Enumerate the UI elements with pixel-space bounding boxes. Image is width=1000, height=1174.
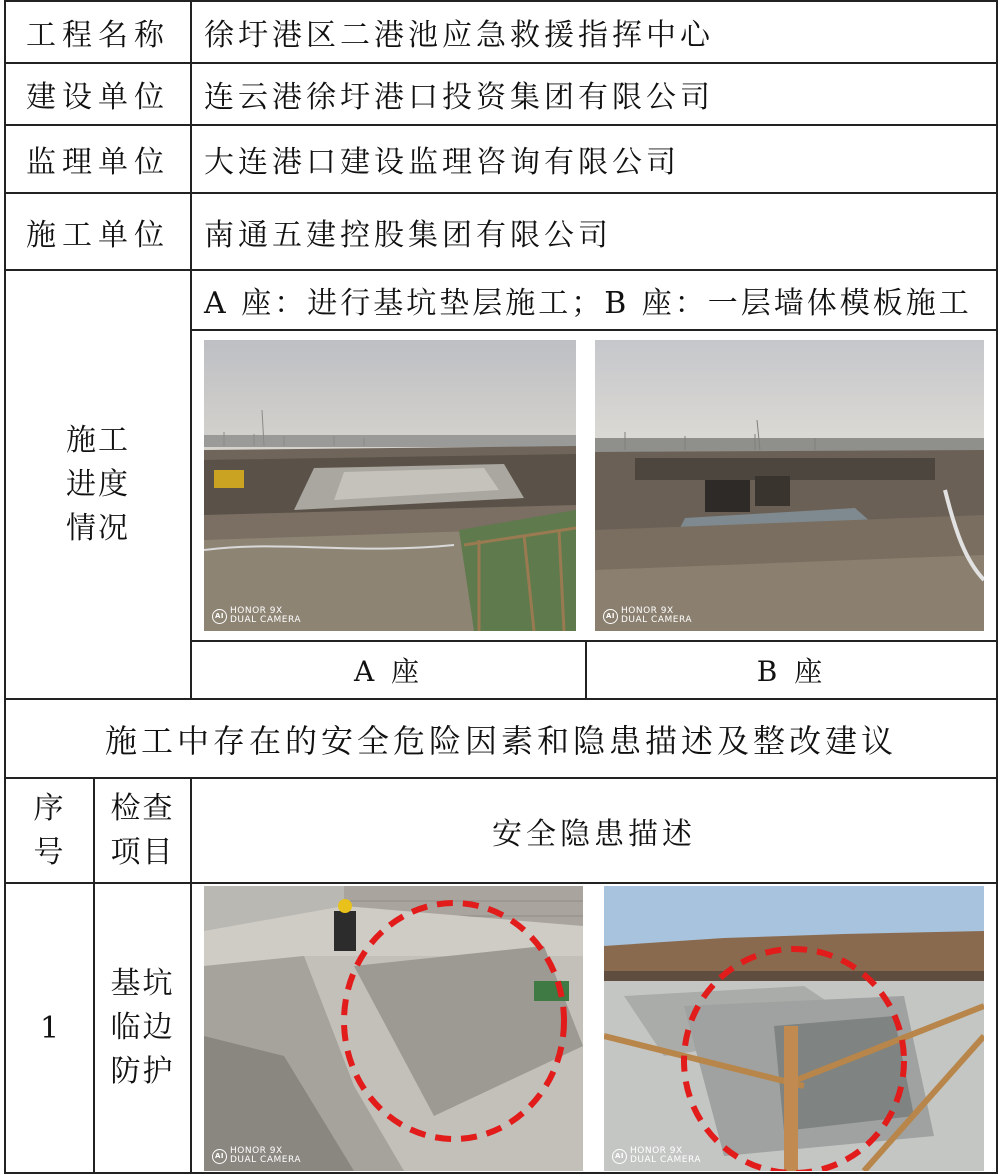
- hazard-photo-1-image: [204, 886, 583, 1171]
- honor-ai-icon: AI: [603, 609, 618, 624]
- progress-summary: A 座：进行基坑垫层施工；B 座：一层墙体模板施工: [191, 270, 997, 330]
- progress-label-line: 施工: [66, 422, 130, 458]
- project-name-value: 徐圩港区二港池应急救援指挥中心: [191, 1, 997, 63]
- contractor-label: 施工单位: [5, 193, 191, 270]
- progress-summary-row: [5, 270, 997, 330]
- builder-label: 建设单位: [5, 63, 191, 125]
- honor-ai-icon: AI: [612, 1149, 627, 1164]
- hazard-row-index: 1: [5, 883, 94, 1173]
- inspection-report-table: [4, 0, 998, 1174]
- hazard-item-line: 防护: [110, 1054, 175, 1089]
- hazard-section-row: [5, 699, 997, 778]
- watermark-line1: HONOR 9X: [230, 606, 283, 616]
- watermark-line2: DUAL CAMERA: [630, 1155, 701, 1165]
- col-item-line: 检查: [110, 790, 175, 826]
- hazard-row-item: [94, 883, 191, 1173]
- watermark-line2: DUAL CAMERA: [230, 615, 301, 625]
- camera-watermark: [212, 607, 301, 625]
- supervisor-value: 大连港口建设监理咨询有限公司: [191, 125, 997, 193]
- watermark-line1: HONOR 9X: [630, 1146, 683, 1156]
- project-name-label: 工程名称: [5, 1, 191, 63]
- site-photo-b: [595, 340, 984, 631]
- project-name-row: [5, 1, 997, 63]
- contractor-value: 南通五建控股集团有限公司: [191, 193, 997, 270]
- photo-a-caption: A 座: [191, 641, 586, 699]
- col-index-header: [5, 778, 94, 883]
- honor-ai-icon: AI: [212, 1149, 227, 1164]
- site-photo-b-image: [595, 340, 984, 631]
- col-desc-header: 安全隐患描述: [191, 778, 997, 883]
- hazard-item-line: 基坑: [110, 966, 175, 1001]
- camera-watermark: [212, 1147, 301, 1165]
- hazard-photos-cell: [191, 883, 997, 1173]
- site-photo-a: [204, 340, 576, 631]
- hazard-section-title: 施工中存在的安全危险因素和隐患描述及整改建议: [5, 699, 997, 778]
- builder-value: 连云港徐圩港口投资集团有限公司: [191, 63, 997, 125]
- watermark-line2: DUAL CAMERA: [621, 615, 692, 625]
- supervisor-label: 监理单位: [5, 125, 191, 193]
- progress-label-line: 进度: [66, 466, 130, 502]
- watermark-line2: DUAL CAMERA: [230, 1155, 301, 1165]
- hazard-photo-1: [204, 886, 583, 1171]
- progress-label-line: 情况: [66, 510, 130, 546]
- builder-row: [5, 63, 997, 125]
- progress-label: [5, 270, 191, 699]
- hazard-row: [5, 883, 997, 1173]
- watermark-line1: HONOR 9X: [621, 606, 674, 616]
- col-index-line: 号: [33, 834, 66, 870]
- camera-watermark: [612, 1147, 701, 1165]
- watermark-line1: HONOR 9X: [230, 1146, 283, 1156]
- honor-ai-icon: AI: [212, 609, 227, 624]
- col-item-line: 项目: [110, 834, 175, 870]
- hazard-item-line: 临边: [110, 1010, 175, 1045]
- col-item-header: [94, 778, 191, 883]
- photo-b-caption: B 座: [586, 641, 997, 699]
- hazard-photo-2-image: [604, 886, 984, 1171]
- col-index-line: 序: [33, 790, 66, 826]
- camera-watermark: [603, 607, 692, 625]
- hazard-photo-2: [604, 886, 984, 1171]
- contractor-row: [5, 193, 997, 270]
- progress-photos-cell: [191, 330, 997, 641]
- hazard-header-row: [5, 778, 997, 883]
- supervisor-row: [5, 125, 997, 193]
- site-photo-a-image: [204, 340, 576, 631]
